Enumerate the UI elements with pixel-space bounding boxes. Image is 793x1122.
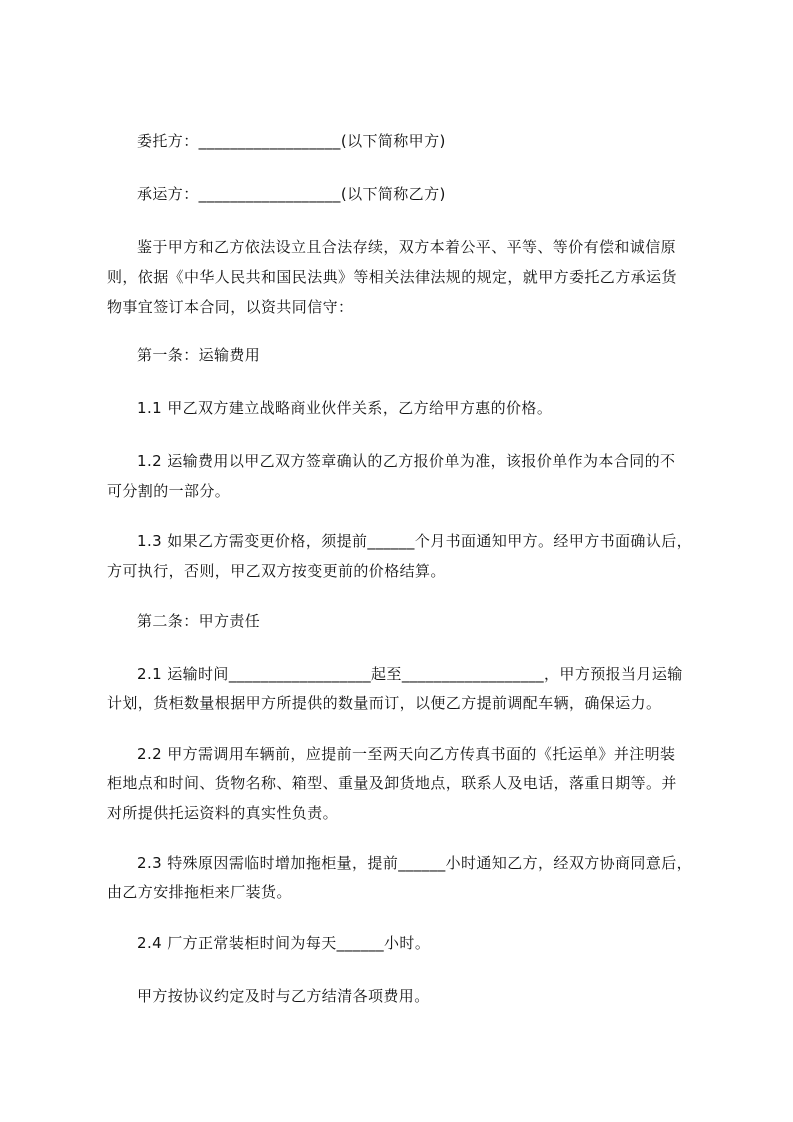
settlement-paragraph: 甲方按协议约定及时与乙方结清各项费用。	[137, 987, 430, 1005]
clause-1-1: 1.1 甲乙双方建立战略商业伙伴关系，乙方给甲方惠的价格。	[137, 399, 553, 417]
party-a-label: 委托方：	[137, 132, 199, 150]
clause-1-3-line-1: 1.3 如果乙方需变更价格，须提前______个月书面通知甲方。经甲方书面确认后，	[137, 532, 693, 550]
preamble-line-2: 则，依据《中华人民共和国民法典》等相关法律法规的规定，就甲方委托乙方承运货	[107, 268, 677, 286]
clause-1-3-line-2: 方可执行，否则，甲乙双方按变更前的价格结算。	[107, 562, 446, 580]
party-b-suffix: (以下简称乙方)	[340, 185, 446, 203]
clause-1-2-line-2: 可分割的一部分。	[107, 482, 231, 500]
article-2-title: 第二条：甲方责任	[137, 612, 261, 630]
clause-2-2-line-2: 柜地点和时间、货物名称、箱型、重量及卸货地点，联系人及电话，落重日期等。并	[107, 774, 677, 792]
clause-2-4: 2.4 厂方正常装柜时间为每天______小时。	[137, 934, 431, 952]
clause-2-1-line-2: 计划，货柜数量根据甲方所提供的数量而订，以便乙方提前调配车辆，确保运力。	[107, 694, 662, 712]
clause-2-3-line-1: 2.3 特殊原因需临时增加拖柜量，提前______小时通知乙方，经双方协商同意后，	[137, 854, 693, 872]
party-a-blank: __________________	[198, 132, 341, 150]
party-a-line	[137, 131, 446, 151]
clause-2-3-line-2: 由乙方安排拖柜来厂装货。	[107, 883, 292, 901]
preamble-line-3: 物事宜签订本合同，以资共同信守：	[107, 298, 354, 316]
article-1-title: 第一条：运输费用	[137, 346, 261, 364]
clause-2-2-line-3: 对所提供托运资料的真实性负责。	[107, 804, 339, 822]
party-b-label: 承运方：	[137, 185, 199, 203]
party-b-blank: __________________	[198, 185, 341, 203]
clause-2-2-line-1: 2.2 甲方需调用车辆前，应提前一至两天向乙方传真书面的《托运单》并注明装	[137, 745, 676, 763]
clause-2-1-line-1: 2.1 运输时间__________________起至__________________，甲方预报当月运输	[137, 665, 683, 683]
party-a-suffix: (以下简称甲方)	[340, 132, 446, 150]
preamble-line-1: 鉴于甲方和乙方依法设立且合法存续，双方本着公平、平等、等价有偿和诚信原	[137, 238, 677, 256]
clause-1-2-line-1: 1.2 运输费用以甲乙双方签章确认的乙方报价单为准，该报价单作为本合同的不	[137, 452, 676, 470]
party-b-line	[137, 184, 446, 204]
